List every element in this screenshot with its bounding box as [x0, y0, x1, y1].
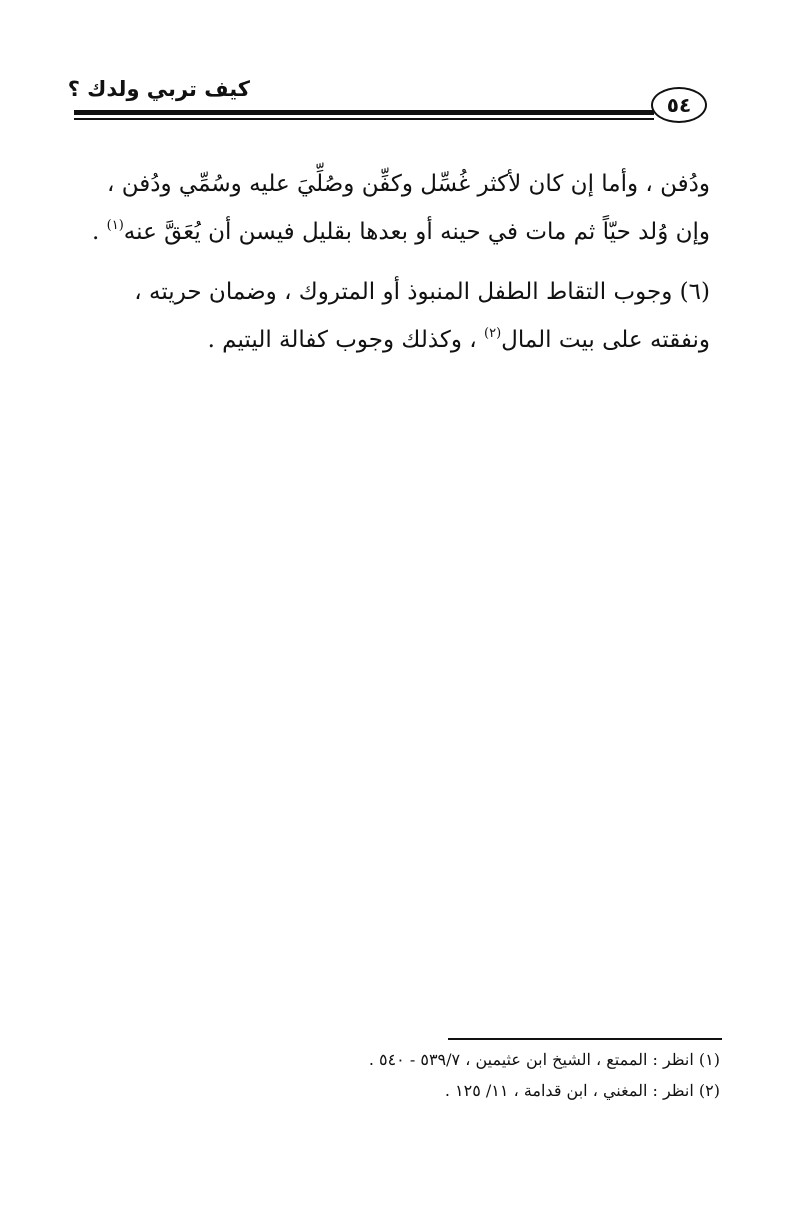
running-title: كيف تربي ولدك ؟ [67, 77, 250, 101]
paragraph-2-line-2-end: ، وكذلك وجوب كفالة اليتيم . [207, 327, 485, 353]
paragraph-2-line-2-text: ونفقته على بيت المال [501, 327, 710, 353]
paragraph-1-line-2-text: وإن وُلد حيّاً ثم مات في حينه أو بعدها بقليل فيسن أن يُعَقَّ عنه [123, 219, 710, 245]
footnote-ref-2[interactable]: (٢) [484, 326, 502, 341]
paragraph-2-line-1: (٦) وجوب التقاط الطفل المنبوذ أو المتروك ، وضمان حريته ، [134, 279, 710, 305]
footnote-ref-1[interactable]: (١) [106, 218, 124, 233]
body-paragraph-2 [70, 268, 710, 364]
footnote-separator [448, 1038, 722, 1040]
paragraph-2-line-2 [70, 316, 710, 364]
paragraph-1-line-2 [70, 208, 710, 256]
header-rule-thin [74, 118, 654, 120]
page-number: ٥٤ [666, 93, 692, 117]
footnote-1: (١) انظر : الممتع ، الشيخ ابن عثيمين ، ٥٣٩/٧ - ٥٤٠ . [368, 1050, 720, 1069]
page-number-badge [651, 87, 707, 123]
paragraph-1-line-1: ودُفن ، وأما إن كان لأكثر غُسِّل وكفِّن وصُلِّيَ عليه وسُمِّي ودُفن ، [107, 171, 710, 197]
paragraph-1-line-2-end: . [92, 219, 107, 245]
header-rule-thick [74, 110, 654, 115]
footnotes [300, 1044, 720, 1106]
body-paragraph-1 [70, 160, 710, 256]
footnote-2: (٢) انظر : المغني ، ابن قدامة ، ١١/ ١٢٥ . [444, 1081, 720, 1100]
